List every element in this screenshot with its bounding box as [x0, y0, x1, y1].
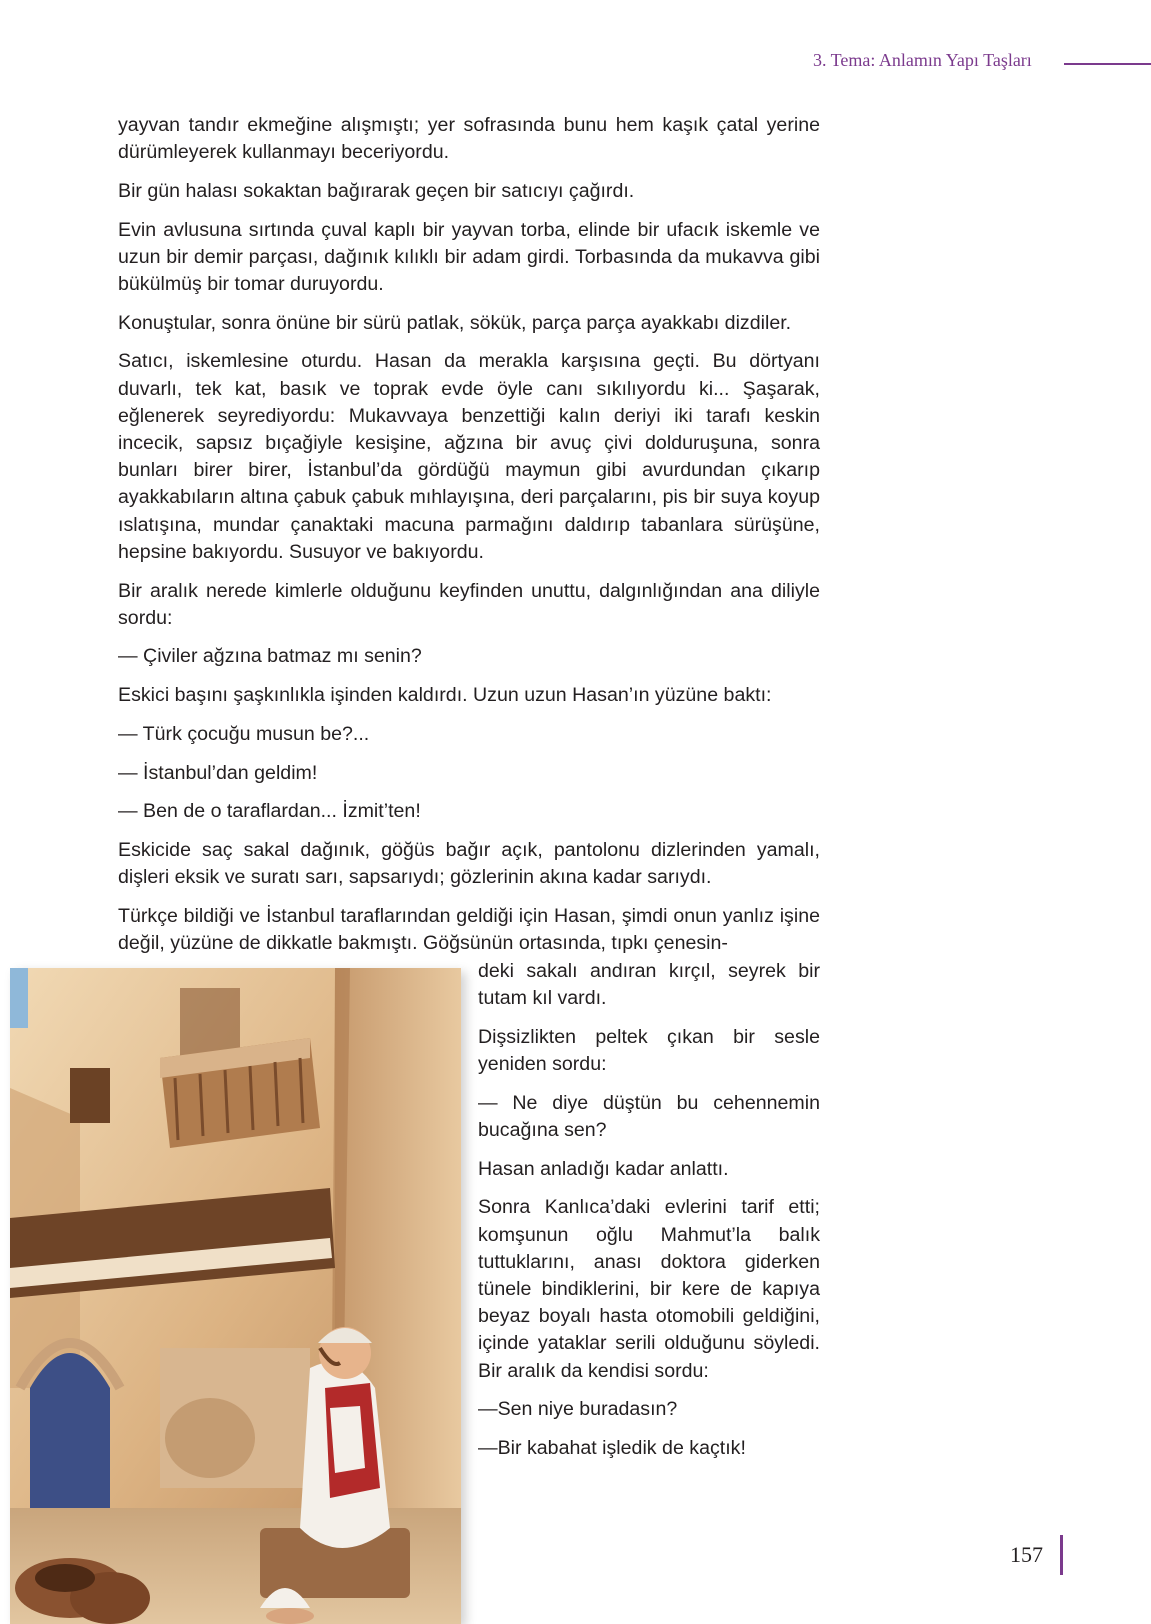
dialogue-line: — İstanbul’dan geldim! — [118, 761, 318, 784]
page-number: 157 — [1010, 1542, 1043, 1567]
paragraph: Konuştular, sonra önüne bir sürü patlak, sökük, parça parça ayakkabı dizdiler. — [118, 311, 792, 334]
paragraph: Bir aralık nerede kimlerle olduğunu keyfinden unuttu, dalgınlığından ana diliyle sordu: — [118, 579, 820, 629]
dialogue-line: —Sen niye buradasın? — [478, 1398, 678, 1421]
paragraph: Sonra Kanlıca’daki evlerini tarif etti; komşunun oğlu Mahmut’la balık tuttuklarını, anası doktora giderken tünele bindiklerini, bir kere de kapıya beyaz boyalı hasta otomobili geldiğini, içinde yataklar serili olduğunu söyledi. Bir aralık da kendisi sordu: — [478, 1196, 820, 1382]
dialogue-line: — Ben de o taraflardan... İzmit’ten! — [118, 800, 421, 823]
paragraph: Türkçe bildiği ve İstanbul taraflarından geldiği için Hasan, şimdi onun yanlız işine değil, yüzüne de dikkatle bakmıştı. Göğsünün ortasında, tıpkı çenesin- — [118, 904, 820, 955]
header-rule — [1064, 63, 1151, 65]
dialogue-line: — Çiviler ağzına batmaz mı senin? — [118, 645, 422, 668]
street-scene-image — [10, 968, 461, 1624]
paragraph: Bir gün halası sokaktan bağırarak geçen bir satıcıyı çağırdı. — [118, 179, 635, 202]
text-column-wrapped — [478, 958, 820, 1474]
running-header — [790, 48, 1151, 72]
paragraph: Hasan anladığı kadar anlattı. — [478, 1157, 729, 1180]
paragraph: deki sakalı andıran kırçıl, seyrek bir tutam kıl vardı. — [478, 960, 820, 1010]
chapter-title: 3. Tema: Anlamın Yapı Taşları — [813, 50, 1032, 70]
dialogue-line: —Bir kabahat işledik de kaçtık! — [478, 1437, 746, 1460]
paragraph: Satıcı, iskemlesine oturdu. Hasan da merakla karşısına geçti. Bu dörtyanı duvarlı, tek kat, basık ve toprak evde öyle canı sıkılıyordu ki... Şaşarak, eğlenerek seyrediyordu: Mukavvaya benzettiği kalın deriyi iki tarafı keskin incecik, sapsız bıçağiyle kesişine, ağzına bir avuç çivi dolduruşuna, sonra bunları birer birer, İstanbul’da gördüğü maymun gibi avurdundan çıkarıp ayakkabıların altına çabuk çabuk mıhlayışına, deri parçalarını, pis bir suya koyup ıslatışına, mundar çanaktaki macuna parmağını daldırıp tabanlara sürüşüne, hepsine bakıyordu. Susuyor ve bakıyordu. — [118, 350, 820, 563]
paragraph: yayvan tandır ekmeğine alışmıştı; yer sofrasında bunu hem kaşık çatal yerine dürümleyerek kullanmayı beceriyordu. — [118, 114, 820, 164]
paragraph: Eskicide saç sakal dağınık, göğüs bağır açık, pantolonu dizlerinden yamalı, dişleri eksik ve suratı sarı, sapsarıydı; gözlerinin akına kadar sarıydı. — [118, 838, 820, 889]
dialogue-line: — Ne diye düştün bu cehennemin bucağına sen? — [478, 1091, 820, 1142]
page-number-bar — [1060, 1535, 1063, 1575]
paragraph: Evin avlusuna sırtında çuval kaplı bir yayvan torba, elinde bir ufacık iskemle ve uzun bir demir parçası, dağınık kılıklı bir adam girdi. Torbasında da mukavva gibi bükülmüş bir tomar duruyordu. — [118, 218, 820, 296]
paragraph: Eskici başını şaşkınlıkla işinden kaldırdı. Uzun uzun Hasan’ın yüzüne baktı: — [118, 684, 772, 707]
paragraph: Dişsizlikten peltek çıkan bir sesle yeniden sordu: — [478, 1025, 820, 1076]
dialogue-line: — Türk çocuğu musun be?... — [118, 722, 370, 745]
text-column-main — [118, 112, 820, 969]
story-illustration — [10, 968, 461, 1624]
